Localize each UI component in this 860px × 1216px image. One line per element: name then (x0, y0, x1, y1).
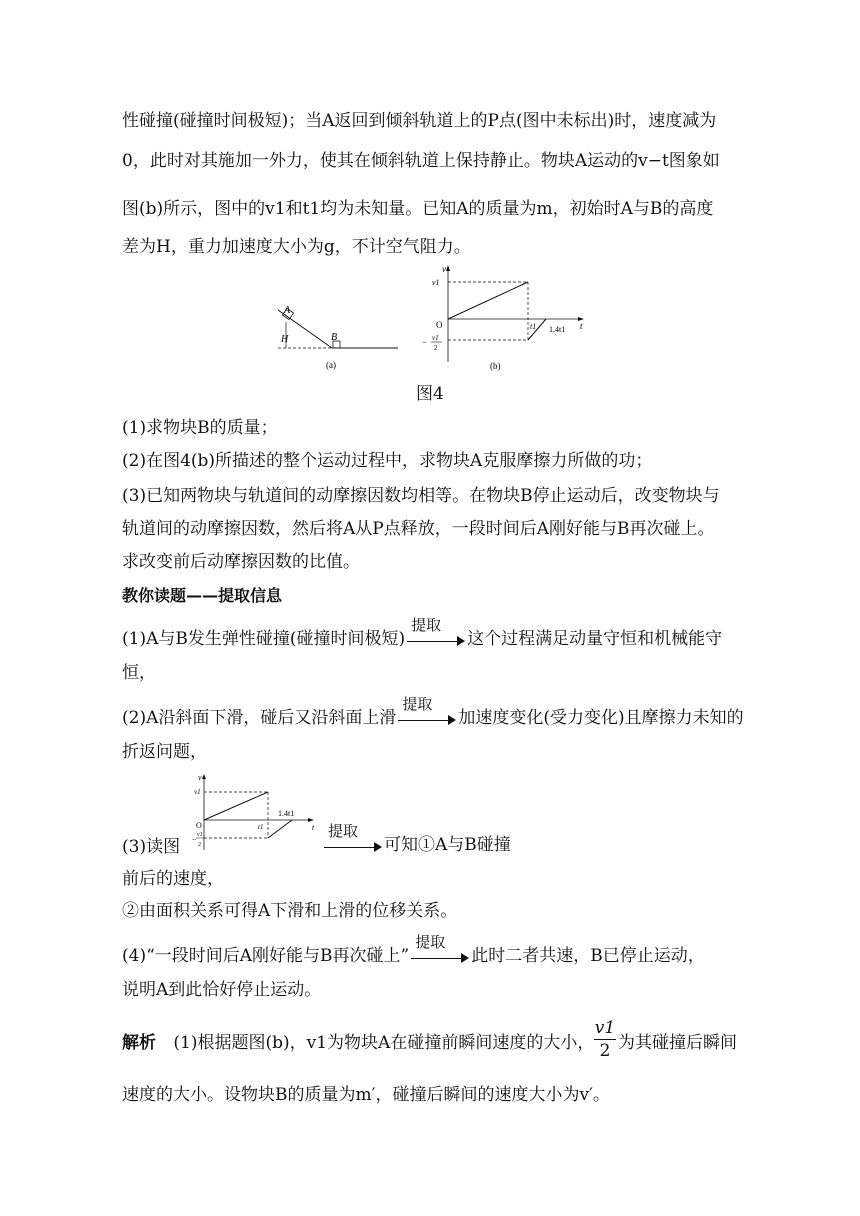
guide-heading: 教你读题——提取信息 (122, 586, 283, 605)
guide-item-2 (122, 695, 744, 729)
problem-line-4: 差为H，重力加速度大小为g，不计空气阻力。 (122, 237, 471, 257)
question-3-line-3: 求改变前后动摩擦因数的比值。 (122, 552, 360, 572)
guide-item-1-left: (1)A与B发生弹性碰撞(碰撞时间极短) (122, 629, 406, 649)
guide-item-1 (122, 616, 723, 650)
solution-line-1 (122, 1032, 594, 1054)
arrow-label: 提取 (328, 822, 359, 840)
guide-item-2-left: (2)A沿斜面下滑，碰后又沿斜面上滑 (122, 708, 397, 728)
arrow-label: 提取 (415, 933, 446, 951)
fig-b-neg-sign: − (422, 337, 428, 347)
guide-item-3-cont-2: ②由面积关系可得A下滑和上滑的位移关系。 (122, 901, 458, 921)
inline-axis-t: t (312, 823, 315, 832)
solution-line-2: 速度的大小。设物块B的质量为m′，碰撞后瞬间的速度大小为v′。 (122, 1085, 610, 1105)
guide-item-4-left: (4)“一段时间后A刚好能与B再次碰上” (122, 946, 410, 966)
extract-arrow-icon (398, 695, 456, 729)
fig-a-label-H: H (281, 334, 289, 345)
fig-a-label-A: A (284, 305, 291, 316)
inline-axis-v: v (198, 773, 202, 782)
solution-frac-num: v1 (594, 1018, 616, 1038)
solution-frac-den: 2 (599, 1041, 611, 1061)
extract-arrow-icon (324, 822, 382, 856)
problem-line-1: 性碰撞(碰撞时间极短)；当A返回到倾斜轨道上的P点(图中未标出)时，速度减为 (122, 111, 717, 131)
figure-caption: 图4 (416, 384, 444, 404)
inline-neg-den: 2 (198, 842, 201, 848)
figure-b-vt-graph (420, 262, 590, 374)
solution-label: 解析 (122, 1033, 156, 1053)
fig-b-neg-num: v1 (432, 334, 439, 342)
question-3-line-2: 轨道间的动摩擦因数，然后将A从P点释放，一段时间后A刚好能与B再次碰上。 (122, 519, 715, 539)
extract-arrow-icon (411, 933, 469, 967)
inline-t1: t1 (258, 823, 264, 831)
question-3-line-1: (3)已知两物块与轨道间的动摩擦因数均相等。在物块B停止运动后，改变物块与 (122, 486, 720, 506)
problem-line-3: 图(b)所示，图中的v1和t1均为未知量。已知A的质量为m，初始时A与B的高度 (122, 199, 714, 219)
guide-inline-vt-graph (192, 772, 324, 854)
solution-fraction (594, 1018, 616, 1061)
guide-item-3 (322, 822, 511, 856)
fig-b-t1: t1 (530, 322, 537, 331)
question-2: (2)在图4(b)所描述的整个运动过程中，求物块A克服摩擦力所做的功； (122, 451, 653, 471)
fig-a-label-B: B (331, 332, 338, 343)
inline-t2: 1.4t1 (278, 809, 295, 818)
fig-b-neg-den: 2 (434, 344, 438, 352)
guide-item-2-cont: 折返问题， (122, 742, 207, 762)
fig-b-axis-v: v (442, 264, 446, 274)
fig-b-origin: O (436, 320, 443, 330)
guide-item-2-right: 加速度变化(受力变化)且摩擦力未知的 (458, 708, 744, 728)
problem-line-2: 0，此时对其施加一外力，使其在倾斜轨道上保持静止。物块A运动的v−t图象如 (122, 151, 720, 171)
guide-item-4-right: 此时二者共速，B已停止运动， (471, 946, 705, 966)
arrow-label: 提取 (402, 695, 433, 713)
inline-neg-sign: − (192, 835, 197, 844)
figure-a-incline (270, 300, 405, 375)
inline-v1: v1 (194, 788, 201, 796)
question-1: (1)求物块B的质量； (122, 418, 278, 438)
solution-text-1b: 为其碰撞后瞬间 (618, 1033, 737, 1053)
guide-item-4 (122, 933, 705, 967)
guide-item-4-cont: 说明A到此恰好停止运动。 (122, 980, 322, 1000)
fig-b-t2: 1.4t1 (549, 325, 566, 334)
inline-origin: O (196, 821, 202, 830)
guide-item-1-cont: 恒， (122, 663, 156, 683)
fig-b-axis-t: t (580, 321, 583, 331)
solution-text-1: (1)根据题图(b)，v1为物块A在碰撞前瞬间速度的大小， (173, 1033, 595, 1053)
guide-item-3-cont-1: 前后的速度， (122, 869, 224, 889)
guide-item-3-left: (3)读图 (122, 837, 181, 857)
inline-neg-num: v1 (197, 832, 203, 838)
fig-b-caption: (b) (490, 361, 501, 371)
extract-arrow-icon (407, 616, 465, 650)
fig-a-caption: (a) (326, 360, 336, 370)
guide-item-3-right: 可知①A与B碰撞 (384, 835, 511, 855)
guide-item-1-right: 这个过程满足动量守恒和机械能守 (467, 629, 723, 649)
arrow-label: 提取 (411, 616, 442, 634)
fig-b-v1: v1 (432, 278, 440, 287)
